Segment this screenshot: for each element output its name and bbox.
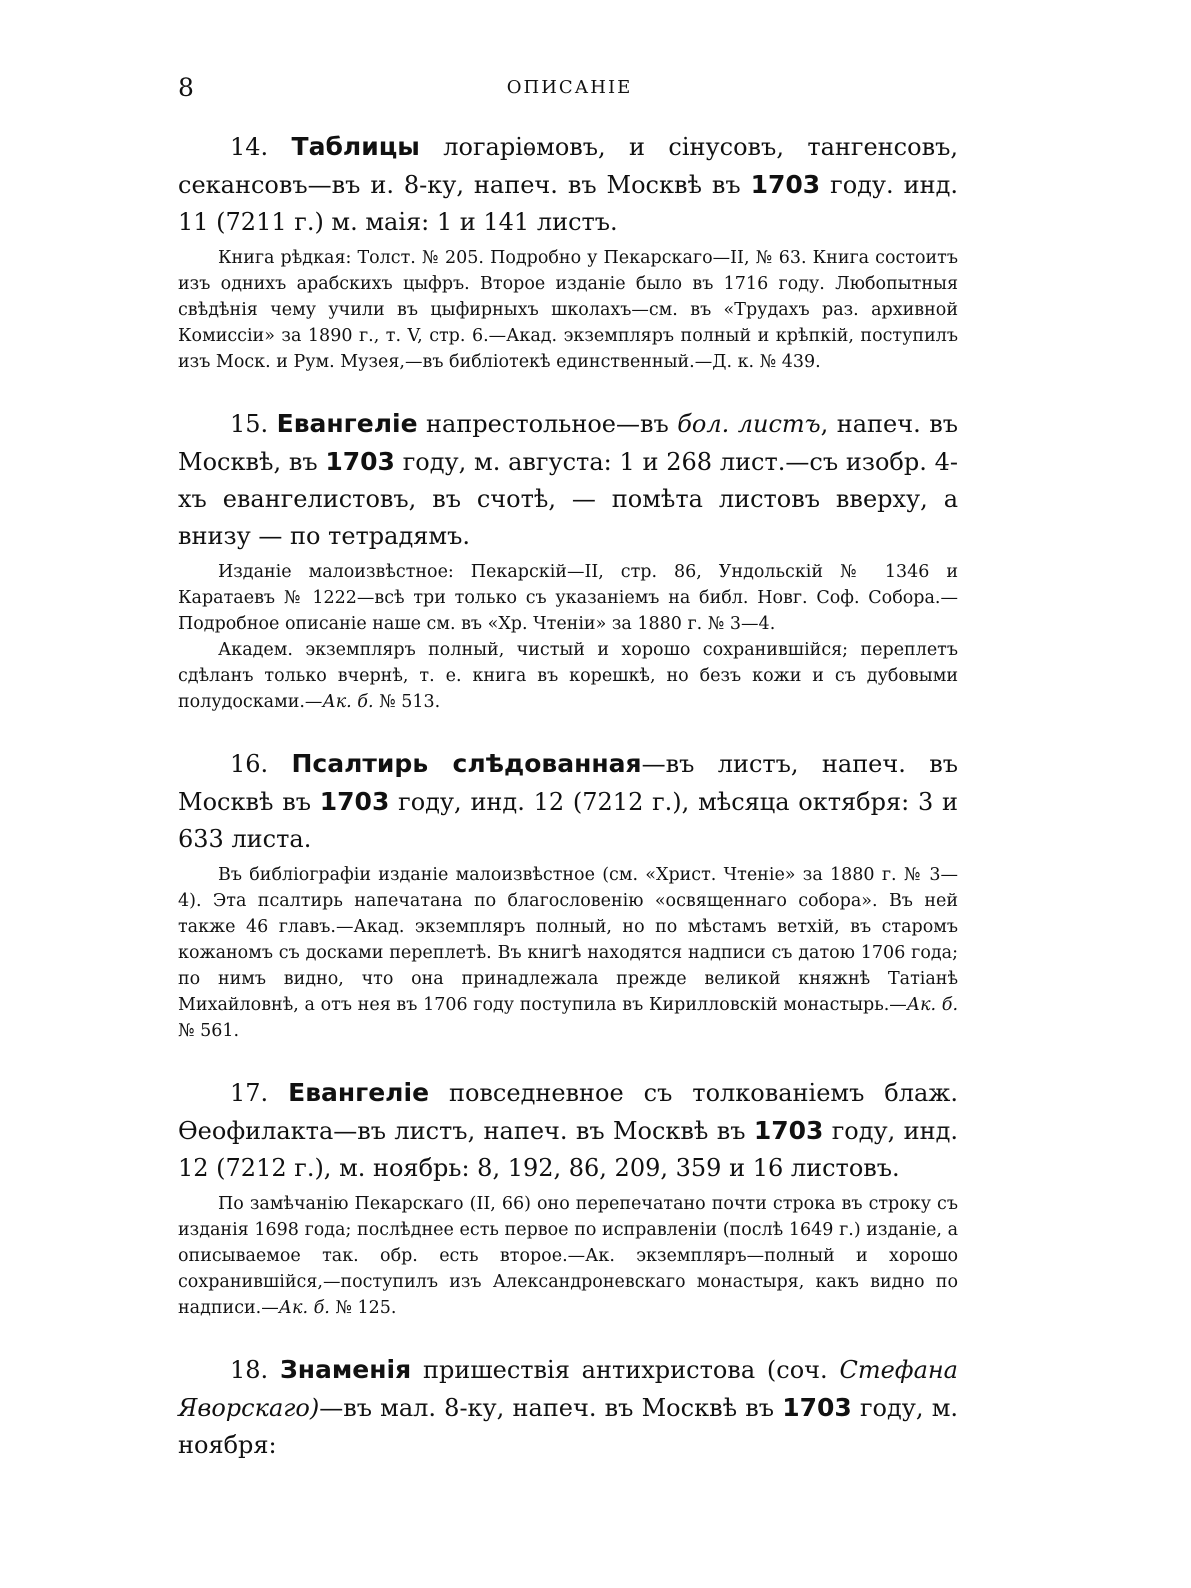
entry-number: 17.: [230, 1079, 269, 1107]
page-content: [178, 128, 958, 1494]
entry-title: Таблицы: [291, 132, 420, 161]
entry-text: году, инд. 12 (7212 г.), м. ноябрь: 8, 192, 86, 209, 359 и 16 листовъ.: [178, 1117, 958, 1182]
entry-text: —въ мал. 8-ку, напеч. въ Москвѣ въ: [319, 1394, 783, 1422]
entry-text: напрестольное—въ: [417, 410, 678, 438]
entry-text: году, м. августа: 1 и 268 лист.—съ изобр. 4-хъ евангелистовъ, въ счотѣ, — помѣта листовъ вверху, а внизу — по тетрадямъ.: [178, 448, 958, 550]
entry-italic-text: Стефана Яворскаго): [178, 1356, 958, 1422]
note-text: Академ. экземпляръ полный, чистый и хорошо сохранившійся; переплетъ сдѣланъ только вчернѣ, т. е. книга въ корешкѣ, но безъ кожи и съ дубовыми полудосками.—: [178, 640, 958, 712]
note-text: Въ библіографіи изданіе малоизвѣстное (см. «Христ. Чтеніе» за 1880 г. № 3—4). Эта псалтирь напечатана по благословенію «освященнаго собора». Въ ней также 46 главъ.—Акад. экземпляръ полный, но по мѣстамъ ветхій, въ старомъ кожаномъ съ досками переплетѣ. Въ книгѣ находятся надписи съ датою 1706 года; по нимъ видно, что она принадлежала прежде великой княжнѣ Татіанѣ Михайловнѣ, а отъ нея въ 1706 году поступила въ Кирилловскій монастырь.—: [178, 865, 958, 1015]
entry-18: [178, 1351, 958, 1464]
entry-italic-text: бол. листъ: [677, 410, 821, 438]
note-text: № 125.: [329, 1298, 397, 1318]
entry-15: [178, 405, 958, 715]
note-italic-text: Ак. б.: [906, 995, 959, 1015]
entry-17: [178, 1074, 958, 1321]
page-number: 8: [178, 72, 194, 102]
entry-year: 1703: [325, 447, 395, 476]
entry-text: —въ листъ, напеч. въ Москвѣ въ: [178, 750, 958, 816]
note-text: № 561.: [178, 1021, 240, 1041]
entry-note: [178, 637, 958, 715]
entry-title: Евангеліе: [276, 409, 418, 438]
entry-note: [178, 862, 958, 1044]
entry-heading: [178, 128, 958, 241]
note-text: По замѣчанію Пекарскаго (II, 66) оно перепечатано почти строка въ строку съ изданія 1698 года; послѣднее есть первое по исправленіи (послѣ 1649 г.) изданіе, а описываемое так. обр. есть второе.—Ак. экземпляръ—полный и хорошо сохранившійся,—поступилъ изъ Александроневскаго монастыря, какъ видно по надписи.—: [178, 1194, 958, 1318]
entry-text: пришествія антихристова (соч.: [411, 1356, 840, 1384]
note-text: Изданіе малоизвѣстное: Пекарскій—II, стр. 86, Ундольскій № 1346 и Каратаевъ № 1222—всѣ три только съ указаніемъ на библ. Новг. Соф. Собора.—Подробное описаніе наше см. въ «Хр. Чтеніи» за 1880 г. № 3—4.: [178, 562, 958, 634]
entry-year: 1703: [750, 170, 821, 199]
running-head: [178, 72, 961, 102]
entry-note: [178, 245, 958, 375]
entry-heading: [178, 405, 958, 555]
entry-title: Знаменія: [279, 1355, 412, 1384]
entry-number: 14.: [230, 133, 269, 161]
entry-note: [178, 1191, 958, 1321]
entry-heading: [178, 1074, 958, 1187]
entry-text: , напеч. въ Москвѣ, въ: [178, 410, 958, 476]
note-italic-text: Ак. б.: [278, 1298, 330, 1318]
entry-text: логаріѳмовъ, и сінусовъ, тангенсовъ, секансовъ—въ и. 8-ку, напеч. въ Москвѣ въ: [178, 133, 958, 199]
entry-number: 15.: [230, 410, 269, 438]
entry-14: [178, 128, 958, 375]
entry-number: 16.: [230, 750, 269, 778]
note-text: Книга рѣдкая: Толст. № 205. Подробно у Пекарскаго—II, № 63. Книга состоитъ изъ однихъ арабскихъ цыфръ. Второе изданіе было въ 1716 году. Любопытныя свѣдѣнія чему учили въ цыфирныхъ школахъ—см. въ «Трудахъ раз. архивной Комиссіи» за 1890 г., т. V, стр. 6.—Акад. экземпляръ полный и крѣпкій, поступилъ изъ Моск. и Рум. Музея,—въ библіотекѣ единственный.—Д. к. № 439.: [178, 248, 958, 372]
entry-text: году, м. ноября:: [178, 1394, 958, 1459]
entry-text: повседневное съ толкованіемъ блаж. Ѳеофилакта—въ листъ, напеч. въ Москвѣ въ: [178, 1079, 958, 1145]
entry-heading: [178, 745, 958, 858]
entry-text: году. инд. 11 (7211 г.) м. маія: 1 и 141 листъ.: [178, 171, 958, 236]
entry-number: 18.: [230, 1356, 269, 1384]
note-text: № 513.: [373, 692, 441, 712]
entry-heading: [178, 1351, 958, 1464]
entry-16: [178, 745, 958, 1044]
entry-title: Псалтирь слѣдованная: [291, 749, 642, 778]
entry-note: [178, 559, 958, 637]
entry-title: Евангеліе: [288, 1078, 430, 1107]
entry-year: 1703: [319, 787, 390, 816]
note-italic-text: Ак. б.: [322, 692, 374, 712]
entry-year: 1703: [753, 1116, 824, 1145]
entry-year: 1703: [782, 1393, 852, 1422]
running-title: ОПИСАНІЕ: [506, 76, 633, 98]
entry-text: году, инд. 12 (7212 г.), мѣсяца октября: 3 и 633 листа.: [178, 788, 958, 853]
